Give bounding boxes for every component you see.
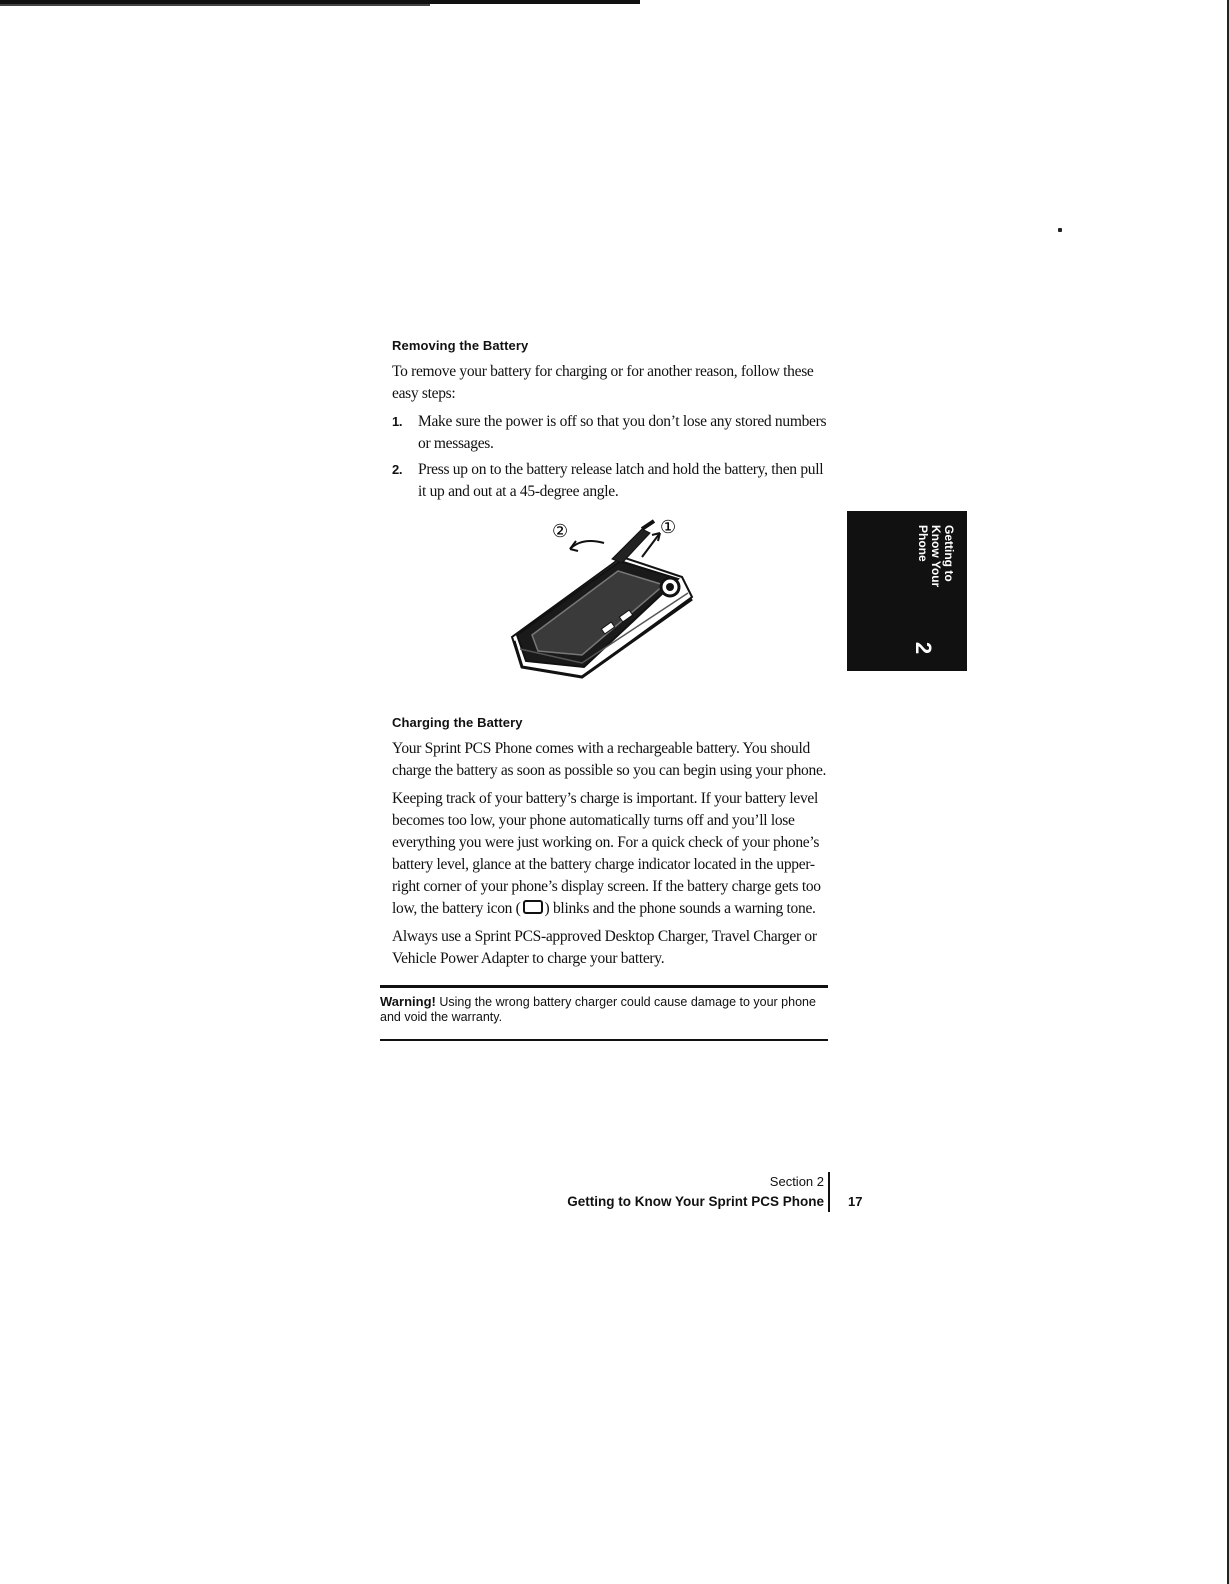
- section-side-tab: [847, 511, 967, 671]
- page-footer: [567, 1172, 830, 1212]
- removing-battery-intro: To remove your battery for charging or for another reason, follow these easy steps:: [392, 363, 814, 402]
- charging-para-1: Your Sprint PCS Phone comes with a rechargeable battery. You should charge the battery as soon as possible so you can begin using your phone.: [392, 740, 827, 779]
- step-number: 2.: [392, 462, 403, 477]
- list-item: [392, 411, 832, 455]
- charging-para-3: Always use a Sprint PCS-approved Desktop Charger, Travel Charger or Vehicle Power Adapter to charge your battery.: [392, 928, 817, 967]
- footer-section: Section 2: [769, 1174, 824, 1189]
- warning-label: Warning!: [380, 994, 436, 1009]
- page-number: 17: [848, 1194, 863, 1209]
- side-tab-label: Getting to Know Your Phone: [916, 525, 956, 588]
- warning-callout: [380, 985, 828, 1041]
- charging-para-2: [392, 788, 832, 920]
- figure-callout-2: ②: [552, 521, 569, 542]
- warning-text: Using the wrong battery charger could cause damage to your phone and void the warranty.: [380, 995, 816, 1024]
- side-tab-number: 2: [911, 641, 937, 655]
- figure-callout-1: ①: [660, 517, 677, 538]
- charging-para-2-end: ) blinks and the phone sounds a warning tone.: [544, 900, 816, 917]
- battery-icon: [523, 900, 543, 914]
- scan-speck: [1058, 228, 1062, 232]
- charging-battery-heading: Charging the Battery: [392, 715, 523, 730]
- phone-illustration: [492, 517, 712, 687]
- page-content: [392, 338, 832, 976]
- charging-para-2-start: Keeping track of your battery’s charge is important. If your battery level becomes too low, your phone automatically turns off and you’ll lose everything you were just working on. For a quick check of your phone’s battery level, glance at the battery charge indicator located in the upper-right corner of your phone’s display screen. If the battery charge gets too low, the battery icon (: [392, 790, 821, 917]
- footer-title: Getting to Know Your Sprint PCS Phone: [567, 1194, 824, 1209]
- scan-top-border-thin: [0, 4, 430, 6]
- removing-battery-heading: Removing the Battery: [392, 338, 529, 353]
- removal-steps-list: [392, 411, 832, 503]
- step-number: 1.: [392, 414, 403, 429]
- step-text: Make sure the power is off so that you don’t lose any stored numbers or messages.: [418, 413, 827, 452]
- battery-removal-figure: [392, 517, 832, 687]
- step-text: Press up on to the battery release latch and hold the battery, then pull it up and out at a 45-degree angle.: [418, 461, 824, 500]
- list-item: [392, 459, 832, 503]
